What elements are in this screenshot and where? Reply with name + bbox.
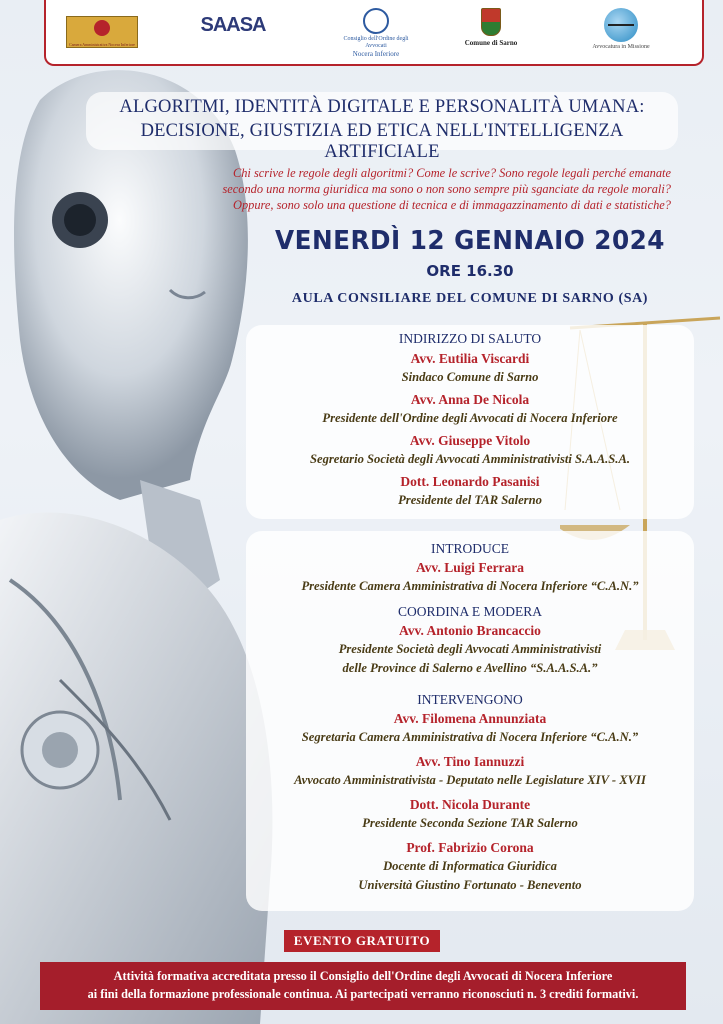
logo-strip xyxy=(44,0,704,66)
event-title xyxy=(86,92,678,162)
free-event-badge: EVENTO GRATUITO xyxy=(284,930,440,952)
speaker-role: Sindaco Comune di Sarno xyxy=(401,370,539,384)
program-panel xyxy=(246,531,694,911)
section-heading: INTRODUCE xyxy=(431,541,509,556)
intro-question: Chi scrive le regole degli algoritmi? Come le scrive? Sono regole legali perché emanate xyxy=(232,166,671,180)
saasa-logo: SAASA xyxy=(200,14,266,36)
speaker-name: Dott. Nicola Durante xyxy=(409,797,531,812)
greetings-panel xyxy=(246,325,694,519)
speaker-role: delle Province di Salerno e Avellino “S.A.A.S.A.” xyxy=(342,661,598,675)
comune-sarno-logo: Comune di Sarno xyxy=(456,8,526,47)
ordine-avvocati-logo: Consiglio dell'Ordine degli Avvocati Nocera Inferiore xyxy=(336,8,416,58)
section-heading: INDIRIZZO DI SALUTO xyxy=(398,331,542,346)
speaker-role: Segretaria Camera Amministrativa di Nocera Inferiore “C.A.N.” xyxy=(301,730,639,744)
globe-scales-icon xyxy=(604,8,638,42)
speaker-role: Avvocato Amministrativista - Deputato nelle Legislature XIV - XVII xyxy=(294,773,646,787)
speaker-role: Presidente Camera Amministrativa di Nocera Inferiore “C.A.N.” xyxy=(301,579,639,593)
speaker-name: Avv. Filomena Annunziata xyxy=(393,711,547,726)
speaker-role: Università Giustino Fortunato - Benevento xyxy=(358,878,582,892)
speaker-role: Docente di Informatica Giuridica xyxy=(383,859,557,873)
speaker-name: Avv. Eutilia Viscardi xyxy=(410,351,530,366)
event-time: ORE 16.30 xyxy=(426,262,514,280)
avvocatura-missione-logo: Avvocatura in Missione xyxy=(576,8,666,51)
speaker-role: Presidente Seconda Sezione TAR Salerno xyxy=(362,816,578,830)
speaker-role: Presidente del TAR Salerno xyxy=(398,493,542,507)
speaker-name: Avv. Tino Iannuzzi xyxy=(415,754,525,769)
intro-question: Oppure, sono solo una questione di tecnica e di immagazzinamento di dati e statistiche? xyxy=(233,198,671,212)
intro-question: secondo una norma giuridica ma sono o non sono sempre più sganciate da regole morali? xyxy=(222,182,671,196)
speaker-name: Dott. Leonardo Pasanisi xyxy=(400,474,540,489)
accreditation-footer xyxy=(40,962,686,1010)
speaker-role: Segretario Società degli Avvocati Amministrativisti S.A.A.S.A. xyxy=(310,452,630,466)
event-date: VENERDÌ 12 GENNAIO 2024 xyxy=(275,226,665,256)
speaker-name: Avv. Anna De Nicola xyxy=(410,392,530,407)
speaker-role: Presidente Società degli Avvocati Amministrativisti xyxy=(338,642,602,656)
coat-of-arms-icon xyxy=(481,8,501,36)
speaker-name: Avv. Giuseppe Vitolo xyxy=(409,433,531,448)
ordine-seal-icon xyxy=(363,8,389,34)
can-logo: Camera Amministrativa Nocera Inferiore xyxy=(66,16,138,48)
footer-line: Attività formativa accreditata presso il Consiglio dell'Ordine degli Avvocati di Nocera Inferiore xyxy=(113,969,613,983)
title-line-1: ALGORITMI, IDENTITÀ DIGITALE E PERSONALITÀ UMANA: xyxy=(119,97,645,117)
speaker-name: Prof. Fabrizio Corona xyxy=(406,840,534,855)
section-heading: INTERVENGONO xyxy=(417,692,523,707)
speaker-role: Presidente dell'Ordine degli Avvocati di Nocera Inferiore xyxy=(322,411,618,425)
event-venue: AULA CONSILIARE DEL COMUNE DI SARNO (SA) xyxy=(291,291,649,306)
footer-line: ai fini della formazione professionale continua. Ai partecipati verranno riconosciuti n. 3 crediti formativi. xyxy=(87,987,639,1001)
section-heading: COORDINA E MODERA xyxy=(397,604,542,619)
speaker-name: Avv. Antonio Brancaccio xyxy=(399,623,541,638)
speaker-name: Avv. Luigi Ferrara xyxy=(415,560,525,575)
title-line-2: DECISIONE, GIUSTIZIA ED ETICA NELL'INTELLIGENZA ARTIFICIALE xyxy=(140,121,624,162)
